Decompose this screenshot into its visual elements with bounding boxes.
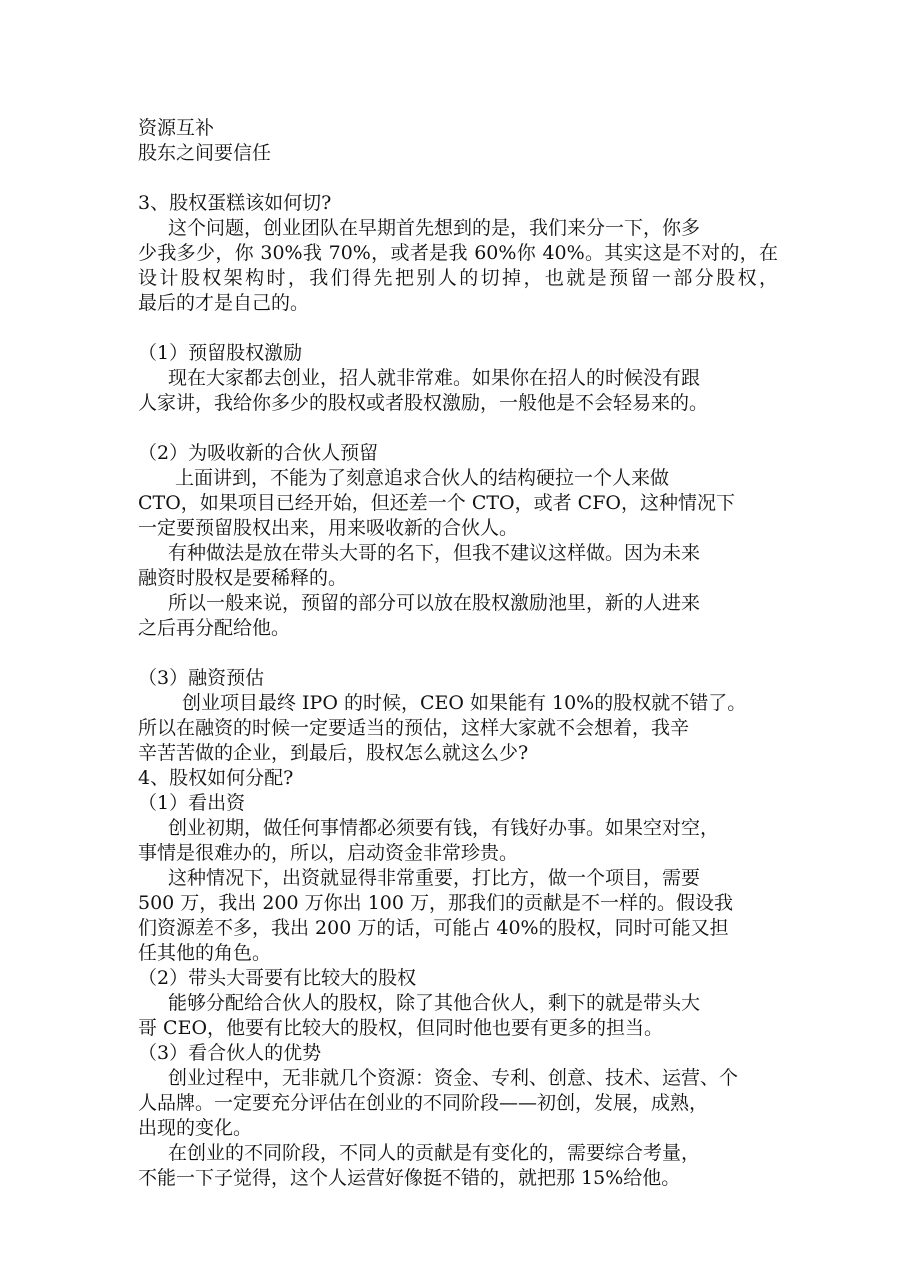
text-line: 所以一般来说，预留的部分可以放在股权激励池里，新的人进来 — [168, 592, 701, 614]
text-line: 哥 CEO，他要有比较大的股权，但同时他也要有更多的担当。 — [138, 1017, 664, 1039]
text-line: 500 万，我出 200 万你出 100 万，那我们的贡献是不一样的。假设我 — [138, 892, 733, 914]
subsection-heading: （2）带头大哥要有比较大的股权 — [138, 967, 417, 989]
text-line: 之后再分配给他。 — [138, 617, 291, 639]
text-line: 这种情况下，出资就显得非常重要，打比方，做一个项目，需要 — [168, 867, 701, 889]
text-line: 出现的变化。 — [138, 1117, 253, 1139]
document-page — [138, 116, 778, 1191]
text-line: 人品牌。一定要充分评估在创业的不同阶段——初创，发展，成熟， — [138, 1092, 709, 1114]
text-line: 创业项目最终 IPO 的时候，CEO 如果能有 10%的股权就不错了。 — [182, 692, 747, 714]
text-line: 一定要预留股权出来，用来吸收新的合伙人。 — [138, 517, 519, 539]
blank-line — [138, 166, 778, 191]
blank-line — [138, 316, 778, 341]
subsection-heading: （2）为吸收新的合伙人预留 — [138, 442, 379, 464]
text-line: 不能一下子觉得，这个人运营好像挺不错的，就把那 15%给他。 — [138, 1167, 681, 1189]
blank-line — [138, 641, 778, 666]
subsection-heading: （3）看合伙人的优势 — [138, 1042, 322, 1064]
text-line: 股东之间要信任 — [138, 142, 272, 164]
text-line: 任其他的角色。 — [138, 942, 272, 964]
text-line: 现在大家都去创业，招人就非常难。如果你在招人的时候没有跟 — [168, 367, 701, 389]
text-line: 辛苦苦做的企业，到最后，股权怎么就这么少? — [138, 742, 529, 764]
text-line: 在创业的不同阶段，不同人的贡献是有变化的，需要综合考量， — [168, 1142, 701, 1164]
subsection-heading: （3）融资预估 — [138, 667, 265, 689]
text-line: 们资源差不多，我出 200 万的话，可能占 40%的股权，同时可能又担 — [138, 917, 729, 939]
text-line: CTO，如果项目已经开始，但还差一个 CTO，或者 CFO，这种情况下 — [138, 492, 735, 514]
subsection-heading: （1）看出资 — [138, 792, 246, 814]
text-line: 事情是很难办的，所以，启动资金非常珍贵。 — [138, 842, 519, 864]
text-line: 有种做法是放在带头大哥的名下，但我不建议这样做。因为未来 — [168, 542, 701, 564]
subsection-heading: （1）预留股权激励 — [138, 342, 303, 364]
text-line: 创业过程中，无非就几个资源：资金、专利、创意、技术、运营、个 — [168, 1067, 739, 1089]
section-heading: 4、股权如何分配? — [138, 767, 294, 789]
section-heading: 3、股权蛋糕该如何切? — [138, 192, 332, 214]
text-line: 人家讲，我给你多少的股权或者股权激励，一般他是不会轻易来的。 — [138, 392, 709, 414]
text-line: 能够分配给合伙人的股权，除了其他合伙人，剩下的就是带头大 — [168, 992, 701, 1014]
text-line: 设计股权架构时，我们得先把别人的切掉，也就是预留一部分股权， — [138, 267, 778, 289]
text-line: 最后的才是自己的。 — [138, 292, 310, 314]
text-line: 创业初期，做任何事情都必须要有钱，有钱好办事。如果空对空， — [168, 817, 720, 839]
text-line: 所以在融资的时候一定要适当的预估，这样大家就不会想着，我辛 — [138, 717, 690, 739]
text-line: 融资时股权是要稀释的。 — [138, 567, 348, 589]
text-line: 资源互补 — [138, 117, 215, 139]
text-line: 少我多少，你 30%我 70%，或者是我 60%你 40%。其实这是不对的，在 — [138, 242, 778, 264]
text-line: 上面讲到，不能为了刻意追求合伙人的结构硬拉一个人来做 — [175, 467, 670, 489]
blank-line — [138, 416, 778, 441]
text-line: 这个问题，创业团队在早期首先想到的是，我们来分一下，你多 — [168, 217, 701, 239]
